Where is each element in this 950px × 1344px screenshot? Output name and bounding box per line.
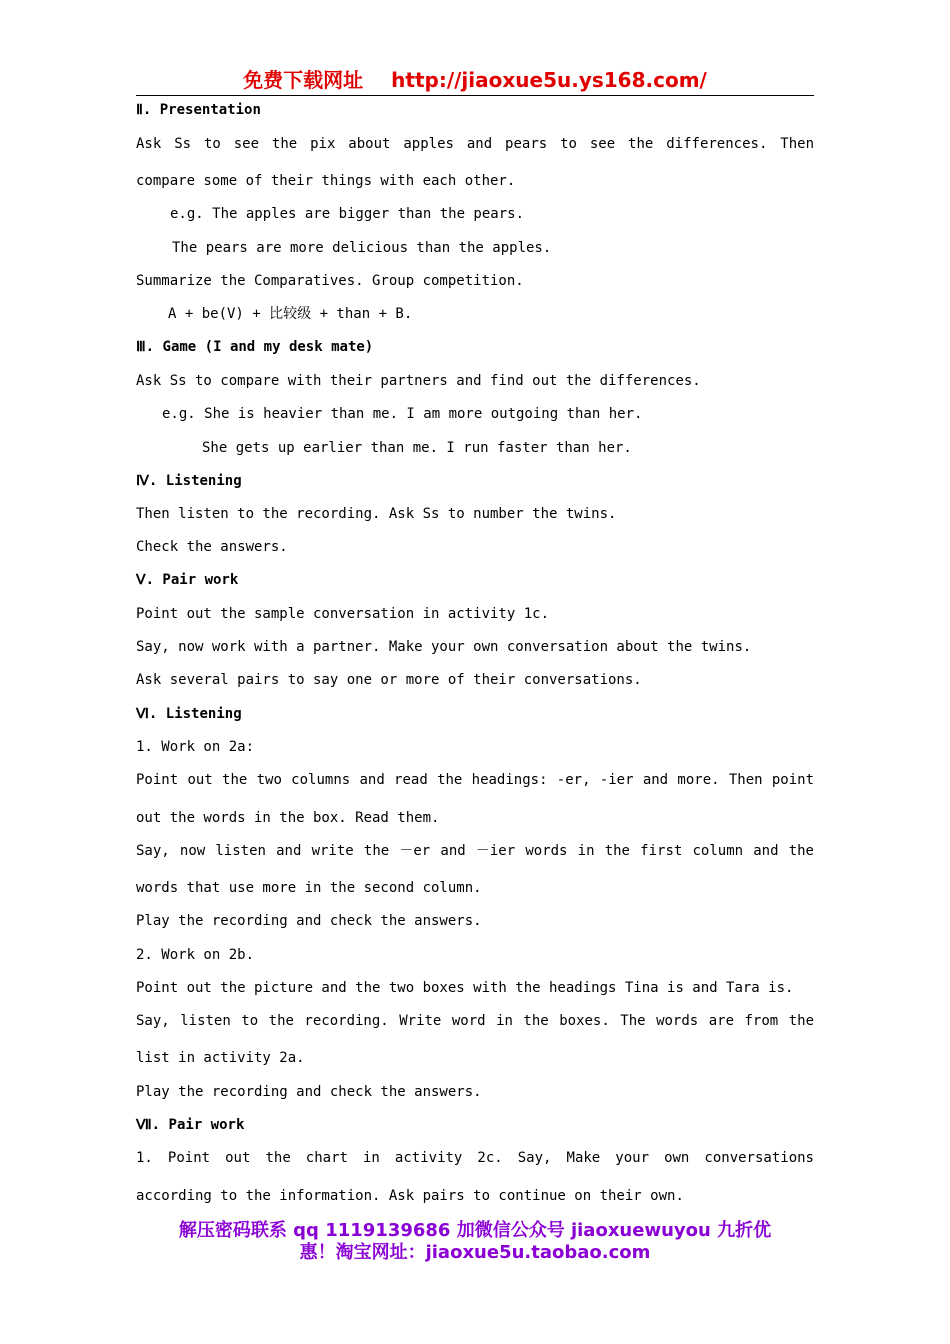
section-heading-pair-work: Ⅴ. Pair work [136, 572, 239, 588]
paragraph-line: Say, now listen and write the －er and －ier words in the first column and the [136, 843, 814, 859]
paragraph-line: words that use more in the second column. [136, 880, 482, 896]
paragraph-line: Ask several pairs to say one or more of their conversations. [136, 672, 642, 688]
example-line: e.g. She is heavier than me. I am more outgoing than her. [162, 406, 643, 422]
example-line: The pears are more delicious than the apples. [172, 240, 552, 256]
page-header [136, 66, 814, 94]
paragraph-line: list in activity 2a. [136, 1050, 305, 1066]
header-rule [136, 95, 814, 96]
header-free-download: 免费下载网址 [243, 68, 364, 92]
footer-promo-line-1: 解压密码联系 qq 1119139686 加微信公众号 jiaoxuewuyou 九折优 [178, 1220, 772, 1241]
paragraph-line: Check the answers. [136, 539, 288, 555]
section-heading-pair-work-2: Ⅶ. Pair work [136, 1117, 245, 1133]
paragraph-line: Say, listen to the recording. Write word in the boxes. The words are from the [136, 1013, 814, 1029]
paragraph-line: Summarize the Comparatives. Group competition. [136, 273, 524, 289]
paragraph-line: 1. Work on 2a: [136, 739, 255, 755]
paragraph-line: Then listen to the recording. Ask Ss to number the twins. [136, 506, 617, 522]
section-heading-game: Ⅲ. Game (I and my desk mate) [136, 339, 374, 355]
paragraph-line: Point out the picture and the two boxes with the headings Tina is and Tara is. [136, 980, 794, 996]
paragraph-line: Play the recording and check the answers. [136, 1084, 482, 1100]
formula-line: A + be(V) + 比较级 + than + B. [168, 306, 413, 322]
paragraph-line: according to the information. Ask pairs to continue on their own. [136, 1188, 684, 1204]
footer-promo-line-2: 惠！淘宝网址：jiaoxue5u.taobao.com [299, 1242, 651, 1263]
paragraph-line: out the words in the box. Read them. [136, 810, 440, 826]
section-heading-listening-2: Ⅵ. Listening [136, 706, 242, 722]
paragraph-line: Ask Ss to compare with their partners and find out the differences. [136, 373, 701, 389]
example-line: She gets up earlier than me. I run faster than her. [202, 440, 632, 456]
paragraph-line: Play the recording and check the answers. [136, 913, 482, 929]
paragraph-line: Point out the two columns and read the headings: -er, -ier and more. Then point [136, 772, 814, 788]
example-line: e.g. The apples are bigger than the pears. [170, 206, 525, 222]
header-url-link[interactable]: http://jiaoxue5u.ys168.com/ [391, 68, 707, 92]
paragraph-line: compare some of their things with each other. [136, 173, 516, 189]
paragraph-line: Point out the sample conversation in activity 1c. [136, 606, 550, 622]
paragraph-line: 1. Point out the chart in activity 2c. Say, Make your own conversations [136, 1150, 814, 1166]
paragraph-line: Ask Ss to see the pix about apples and pears to see the differences. Then [136, 136, 814, 152]
paragraph-line: 2. Work on 2b. [136, 947, 255, 963]
section-heading-listening: Ⅳ. Listening [136, 473, 242, 489]
section-heading-presentation: Ⅱ. Presentation [136, 102, 261, 118]
paragraph-line: Say, now work with a partner. Make your own conversation about the twins. [136, 639, 752, 655]
